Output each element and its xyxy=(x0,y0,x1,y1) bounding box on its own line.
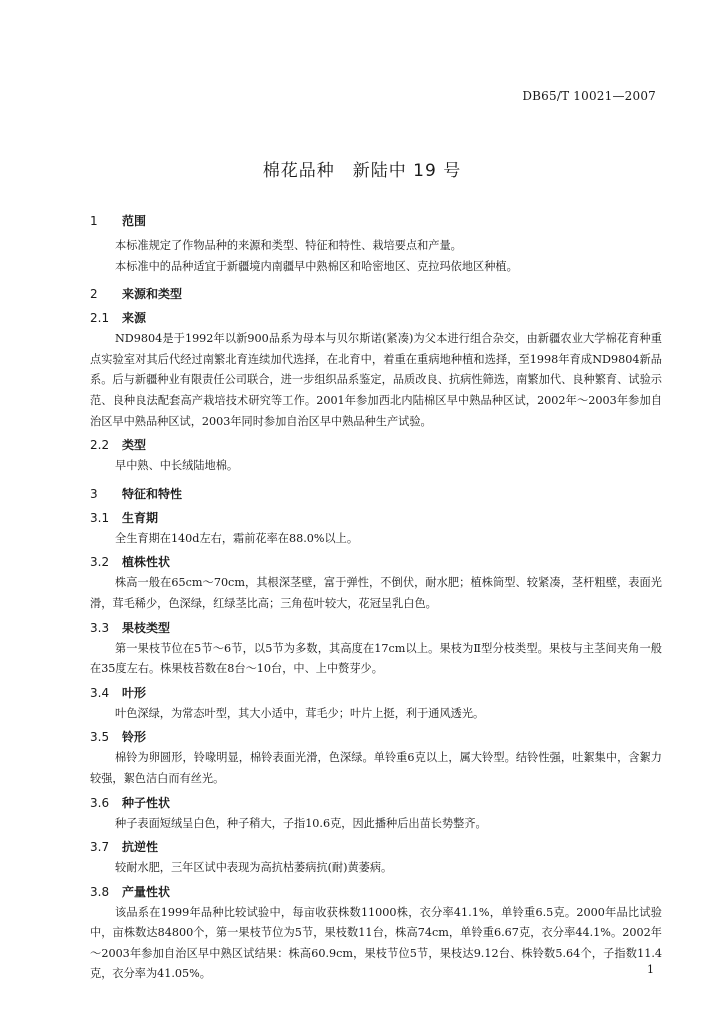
section-1-heading xyxy=(90,212,662,231)
subsection-number: 3.1 xyxy=(90,510,110,525)
section-number: 2 xyxy=(90,287,98,302)
document-body xyxy=(90,212,662,985)
section-3-heading xyxy=(90,485,662,504)
subsection-title: 叶形 xyxy=(122,685,147,700)
paragraph: 较耐水肥，三年区试中表现为高抗枯萎病抗(耐)黄萎病。 xyxy=(115,861,393,875)
page-number: 1 xyxy=(647,963,654,976)
subsection-number: 3.3 xyxy=(90,620,110,635)
paragraph: 全生育期在140d左右，霜前花率在88.0%以上。 xyxy=(115,531,359,545)
subsection-number: 3.2 xyxy=(90,555,110,570)
subsection-title: 铃形 xyxy=(122,730,147,745)
paragraph: ND9804是于1992年以新900品系为母本与贝尔斯诺(紧凑)为父本进行组合杂交，由新疆农业大学棉花育种重点实验室对其后代经过南繁北育连续加代选择，在北育中，着重在重病地种植和选择，至1998年育成ND9804新品系。后与新疆种业有限责任公司联合，进一步组织品系鉴定，品质改良、抗病性筛选，南繁加代、良种繁育、试验示范、良种良法配套高产栽培技术研究等工作。2001年参加西北内陆棉区早中熟品种区试，2002年～2003年参加自治区早中熟品种区试，2003年同时参加自治区早中熟品种生产试验。 xyxy=(90,332,662,428)
subsection-2-2-heading xyxy=(90,436,662,455)
subsection-title: 植株性状 xyxy=(122,555,171,570)
subsection-number: 3.5 xyxy=(90,730,110,745)
subsection-number: 3.7 xyxy=(90,840,110,855)
subsection-number: 2.2 xyxy=(90,438,110,453)
section-title: 来源和类型 xyxy=(122,287,183,302)
subsection-number: 3.6 xyxy=(90,795,110,810)
subsection-3-8-heading xyxy=(90,883,662,902)
subsection-title: 种子性状 xyxy=(122,795,171,810)
paragraph: 种子表面短绒呈白色，种子稍大，子指10.6克，因此播种后出苗长势整齐。 xyxy=(115,816,487,830)
section-number: 1 xyxy=(90,214,98,228)
subsection-3-1-heading xyxy=(90,509,662,528)
paragraph: 第一果枝节位在5节～6节，以5节为多数，其高度在17cm以上。果枝为Ⅱ型分枝类型。果枝与主茎间夹角一般在35度左右。株果枝苔数在8台～10台，中、上中赘芽少。 xyxy=(90,641,662,676)
subsection-title: 果枝类型 xyxy=(122,620,171,635)
subsection-number: 3.4 xyxy=(90,685,110,700)
paragraph: 叶色深绿，为常态叶型，其大小适中，茸毛少；叶片上挺，利于通风透光。 xyxy=(115,706,485,720)
section-number: 3 xyxy=(90,486,98,501)
subsection-title: 来源 xyxy=(122,311,147,326)
subsection-3-4-heading xyxy=(90,684,662,703)
subsection-title: 生育期 xyxy=(122,510,159,525)
paragraph: 该品系在1999年品种比较试验中，每亩收获株数11000株，衣分率41.1%，单铃重6.5克。2000年品比试验中，亩株数达84800个，第一果枝节位为5节，果枝数11台，株高74cm，单铃重6.67克，衣分率44.1%。2002年～2003年参加自治区早中熟区试结果：株高60.9cm，果枝节位5节，果枝达9.12台、株铃数5.64个，子指数11.4克，衣分率为41.05%。 xyxy=(90,905,662,981)
paragraph: 棉铃为卵圆形，铃喙明显，棉铃表面光滑，色深绿。单铃重6克以上，属大铃型。结铃性强，吐絮集中，含絮力较强，絮色洁白而有丝光。 xyxy=(90,751,662,785)
subsection-title: 产量性状 xyxy=(122,884,171,899)
subsection-3-5-heading xyxy=(90,728,662,747)
standard-code: DB65/T 10021—2007 xyxy=(522,89,656,103)
subsection-number: 2.1 xyxy=(90,311,110,326)
section-title: 特征和特性 xyxy=(122,486,183,501)
subsection-3-2-heading xyxy=(90,553,662,572)
paragraph: 本标准规定了作物品种的来源和类型、特征和特性、栽培要点和产量。 xyxy=(115,239,462,252)
subsection-2-1-heading xyxy=(90,309,662,328)
paragraph: 株高一般在65cm～70cm，其根深茎壁，富于弹性，不倒伏，耐水肥；植株筒型、较紧凑，茎杆粗壁，表面光滑，茸毛稀少，色深绿，红绿茎比高；三角苞叶较大，花冠呈乳白色。 xyxy=(90,576,662,610)
subsection-title: 类型 xyxy=(122,438,147,453)
document-title: 棉花品种 新陆中 19 号 xyxy=(262,161,462,181)
subsection-title: 抗逆性 xyxy=(122,840,159,855)
subsection-3-6-heading xyxy=(90,794,662,813)
subsection-3-3-heading xyxy=(90,619,662,638)
paragraph: 早中熟、中长绒陆地棉。 xyxy=(115,459,239,473)
subsection-number: 3.8 xyxy=(90,884,110,899)
section-2-heading xyxy=(90,285,662,304)
section-title: 范围 xyxy=(122,214,147,228)
paragraph: 本标准中的品种适宜于新疆境内南疆早中熟棉区和哈密地区、克拉玛依地区种植。 xyxy=(115,259,518,273)
subsection-3-7-heading xyxy=(90,838,662,857)
